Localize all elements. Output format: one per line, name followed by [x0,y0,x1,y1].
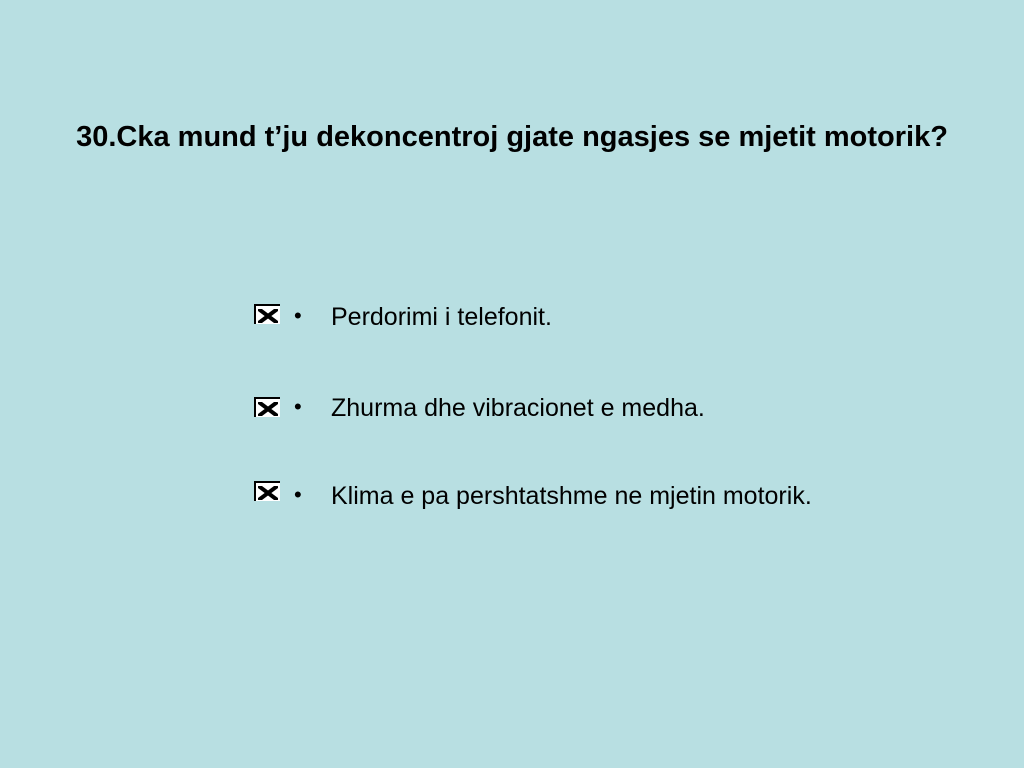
answer-text: Klima e pa pershtatshme ne mjetin motorik. [331,482,812,510]
bullet: • [294,303,302,328]
answer-text: Perdorimi i telefonit. [331,303,552,331]
x-mark-icon [258,309,278,323]
x-mark-icon [258,486,278,500]
answer-text: Zhurma dhe vibracionet e medha. [331,394,705,422]
answer-checkbox[interactable] [254,397,280,417]
slide-title: 30.Cka mund t’ju dekoncentroj gjate ngasjes se mjetit motorik? [76,121,948,153]
answer-checkbox[interactable] [254,304,280,324]
answer-checkbox[interactable] [254,481,280,501]
bullet: • [294,482,302,507]
x-mark-icon [258,402,278,416]
bullet: • [294,394,302,419]
